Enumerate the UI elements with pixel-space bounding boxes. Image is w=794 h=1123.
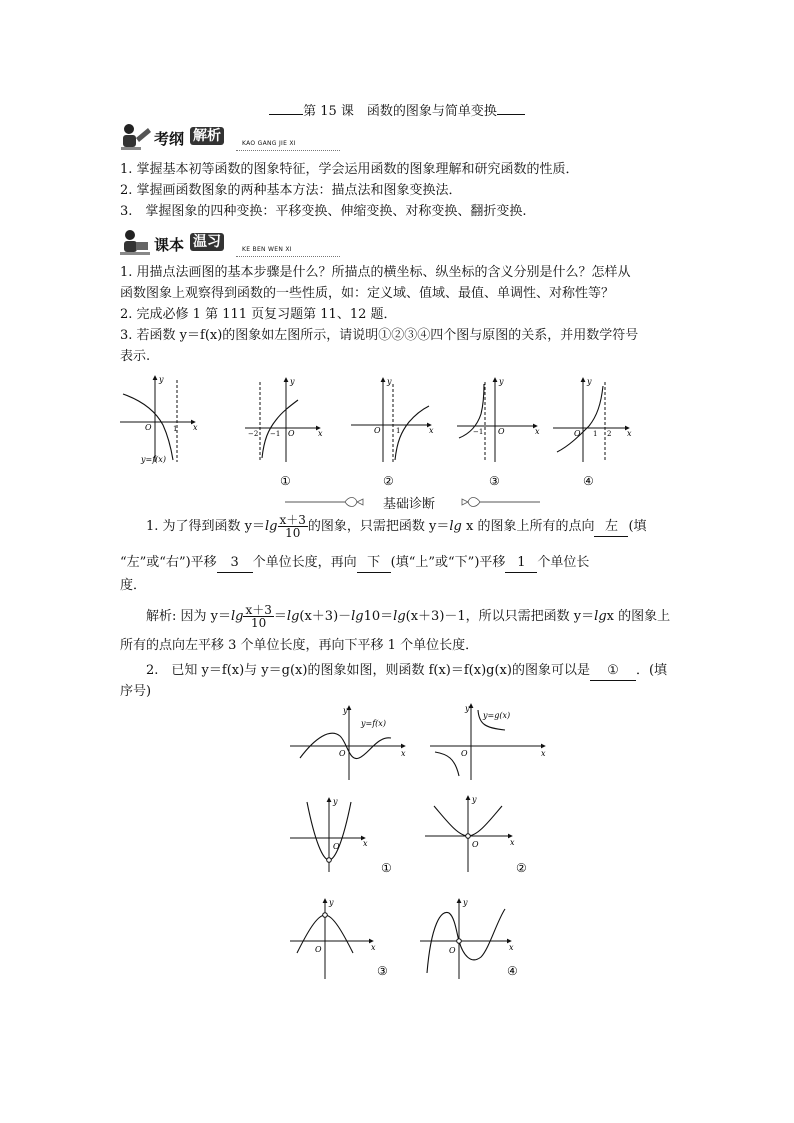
graph-f-x-label: x xyxy=(401,749,406,758)
q2-line-1 xyxy=(146,662,667,681)
a1-p2: ＝ xyxy=(273,609,287,624)
section1-item-1: 1. 掌握基本初等函数的图象特征，学会运用函数的图象理解和研究函数的性质． xyxy=(120,162,579,177)
section2-dotted-rule xyxy=(236,256,340,257)
option-3-number: ③ xyxy=(377,964,388,978)
q2-line1a: 2. 已知 y＝f(x)与 y＝g(x)的图象如图，则函数 f(x)＝f(x)g(x)的图象可以是 xyxy=(146,663,590,678)
a1-line-2: 所有的点向左平移 3 个单位长度，再向下平移 1 个单位长度． xyxy=(120,638,479,653)
q2-line1b: ．(填 xyxy=(635,663,668,678)
q1-part2: 的图象，只需把函数 y＝ xyxy=(307,519,450,534)
section2-item-1-line-1: 1. 用描点法画图的基本步骤是什么？所描点的横坐标、纵坐标的含义分别是什么？怎样从 xyxy=(120,265,631,280)
q1-line2-b: 个单位长度，再向 xyxy=(252,555,357,570)
q1-lg-2: lg xyxy=(449,519,462,534)
q1-frac-num: x＋3 xyxy=(279,513,306,527)
option-4-origin: O xyxy=(449,946,456,955)
section2-header-text: 课本 xyxy=(154,236,185,254)
section2-item-2: 2. 完成必修 1 第 111 页复习题第 11、12 题． xyxy=(120,307,397,322)
graph-2-x-label: x xyxy=(429,426,434,435)
student-figure-icon xyxy=(118,228,154,258)
title-underline-right xyxy=(497,104,525,115)
page-title xyxy=(0,100,794,119)
section1-item-2: 2. 掌握画函数图象的两种基本方法：描点法和图象变换法． xyxy=(120,183,462,198)
q1-line2-a: “左”或“右”)平移 xyxy=(120,555,217,570)
a1-p3: (x＋3)－ xyxy=(299,609,352,624)
section2-item-1-line-2: 函数图象上观察得到函数的一些性质，如：定义域、值域、最值、单调性、对称性等？ xyxy=(120,286,615,301)
a1-frac-num: x＋3 xyxy=(245,603,272,617)
option-2-y-label: y xyxy=(472,795,477,804)
graph-f xyxy=(290,706,406,780)
q2-blank-answer: ① xyxy=(590,662,636,681)
graph-g-y-label: y xyxy=(465,704,470,713)
option-4-y-label: y xyxy=(463,898,468,907)
option-graph-1 xyxy=(290,797,392,875)
option-1-origin: O xyxy=(333,842,340,851)
graph-original xyxy=(120,375,198,464)
title-text: 第 15 课 函数的图象与简单变换 xyxy=(303,104,497,119)
q2-graphs xyxy=(285,700,545,985)
q1-frac-den: 10 xyxy=(285,526,301,540)
graph-3-tick: −1 xyxy=(473,428,484,436)
q1-blank-direction: 左 xyxy=(594,518,628,537)
q1-line-2 xyxy=(120,554,589,573)
graph-3-x-label: x xyxy=(535,427,540,436)
option-3-origin: O xyxy=(315,945,322,954)
graph-4-x-label: x xyxy=(627,429,632,438)
section2-pinyin: KE BEN WEN XI xyxy=(242,246,292,253)
a1-lg-4: lg xyxy=(393,609,406,624)
reading-figure-icon xyxy=(118,122,154,152)
section2-badge: 温习 xyxy=(190,233,224,251)
graph-original-origin: O xyxy=(145,423,152,432)
option-4-number: ④ xyxy=(507,964,518,978)
a1-lg-3: lg xyxy=(351,609,364,624)
transform-graphs-row xyxy=(115,370,635,490)
graph-g-x-label: x xyxy=(541,749,546,758)
option-1-number: ① xyxy=(381,861,392,875)
graph-4-number: ④ xyxy=(583,474,594,488)
q1-line2-d: 个单位长 xyxy=(537,555,590,570)
graph-original-y-label: y xyxy=(159,375,164,384)
option-2-number: ② xyxy=(516,861,527,875)
graph-4-y-label: y xyxy=(587,377,592,386)
section2-item-3-line-1: 3. 若函数 y＝f(x)的图象如左图所示，请说明①②③④四个图与原图的关系，并用数学符号 xyxy=(120,328,639,343)
graph-f-y-label: y xyxy=(343,706,348,715)
title-underline-left xyxy=(269,104,303,115)
q1-blank-units: 3 xyxy=(217,554,253,573)
q1-line2-c: (填“上”或“下”)平移 xyxy=(390,555,506,570)
graph-1-origin: O xyxy=(288,429,295,438)
q1-blank-units-2: 1 xyxy=(505,554,537,573)
a1-lg-1: lg xyxy=(231,609,244,624)
graph-2 xyxy=(351,377,434,488)
graph-f-origin: O xyxy=(339,749,346,758)
option-2-x-label: x xyxy=(510,838,515,847)
option-3-y-label: y xyxy=(329,898,334,907)
graph-1-tick-a: −2 xyxy=(248,430,259,438)
graph-2-origin: O xyxy=(374,426,381,435)
a1-line-1 xyxy=(146,604,670,629)
graph-1-tick-b: −1 xyxy=(270,430,281,438)
graph-2-y-label: y xyxy=(387,377,392,386)
q1-line-3: 度． xyxy=(120,578,147,593)
q1-part3: x 的图象上所有的点向 xyxy=(461,519,595,534)
a1-p1: 解析: 因为 y＝ xyxy=(146,609,231,624)
graph-g-origin: O xyxy=(461,749,468,758)
q1-part1: 1. 为了得到函数 y＝ xyxy=(146,519,266,534)
graph-2-tick: 1 xyxy=(396,427,401,435)
option-graph-3 xyxy=(290,898,388,979)
graph-2-number: ② xyxy=(383,474,394,488)
graph-4 xyxy=(553,377,632,488)
option-1-y-label: y xyxy=(333,797,338,806)
graph-3-origin: O xyxy=(498,427,505,436)
graph-1-y-label: y xyxy=(290,377,295,386)
q1-lg-1: lg xyxy=(265,519,278,534)
a1-frac-den: 10 xyxy=(251,616,267,630)
option-graph-4 xyxy=(420,898,518,979)
graph-1-x-label: x xyxy=(318,429,323,438)
a1-p6: x 的图象上 xyxy=(606,609,671,624)
q1-fraction xyxy=(278,514,308,539)
graph-4-tick-b: 2 xyxy=(607,430,612,438)
a1-p4: 10＝ xyxy=(363,609,394,624)
section1-header-text: 考纲 xyxy=(154,130,185,148)
section-header-keben xyxy=(118,228,340,258)
option-graph-2 xyxy=(425,795,527,875)
graph-1-number: ① xyxy=(280,474,291,488)
graph-3-number: ③ xyxy=(489,474,500,488)
option-3-x-label: x xyxy=(371,943,376,952)
graph-g xyxy=(430,704,546,780)
q1-part4: (填 xyxy=(628,519,647,534)
option-4-x-label: x xyxy=(509,943,514,952)
section2-item-3-line-2: 表示. xyxy=(120,349,151,364)
a1-p5: (x＋3)－1，所以只需把函数 y＝ xyxy=(405,609,595,624)
graph-original-tick: 1 xyxy=(173,425,178,433)
q1-blank-vertical: 下 xyxy=(357,554,391,573)
divider-basic-diagnosis xyxy=(285,493,540,511)
option-1-x-label: x xyxy=(363,839,368,848)
graph-original-x-label: x xyxy=(193,423,198,432)
graph-1 xyxy=(245,377,323,488)
section1-dotted-rule xyxy=(236,150,340,151)
q2-line-2: 序号) xyxy=(120,684,152,699)
section1-item-3: 3. 掌握图象的四种变换：平移变换、伸缩变换、对称变换、翻折变换. xyxy=(120,204,527,219)
graph-f-caption: y=f(x) xyxy=(361,719,386,728)
a1-lg-5: lg xyxy=(594,609,607,624)
section1-pinyin: KAO GANG JIE XI xyxy=(242,140,296,147)
graph-original-caption: y=f(x) xyxy=(141,455,166,464)
a1-lg-2: lg xyxy=(286,609,300,624)
graph-3 xyxy=(457,377,540,488)
section-header-kaogang xyxy=(118,122,340,152)
graph-3-y-label: y xyxy=(499,377,504,386)
section1-badge: 解析 xyxy=(190,127,224,145)
divider-title: 基础诊断 xyxy=(383,497,436,512)
a1-fraction xyxy=(243,604,273,629)
q1-line-1 xyxy=(146,514,647,539)
graph-g-caption: y=g(x) xyxy=(483,711,511,720)
graph-4-origin: O xyxy=(574,429,581,438)
option-2-origin: O xyxy=(472,840,479,849)
graph-4-tick-a: 1 xyxy=(593,430,598,438)
